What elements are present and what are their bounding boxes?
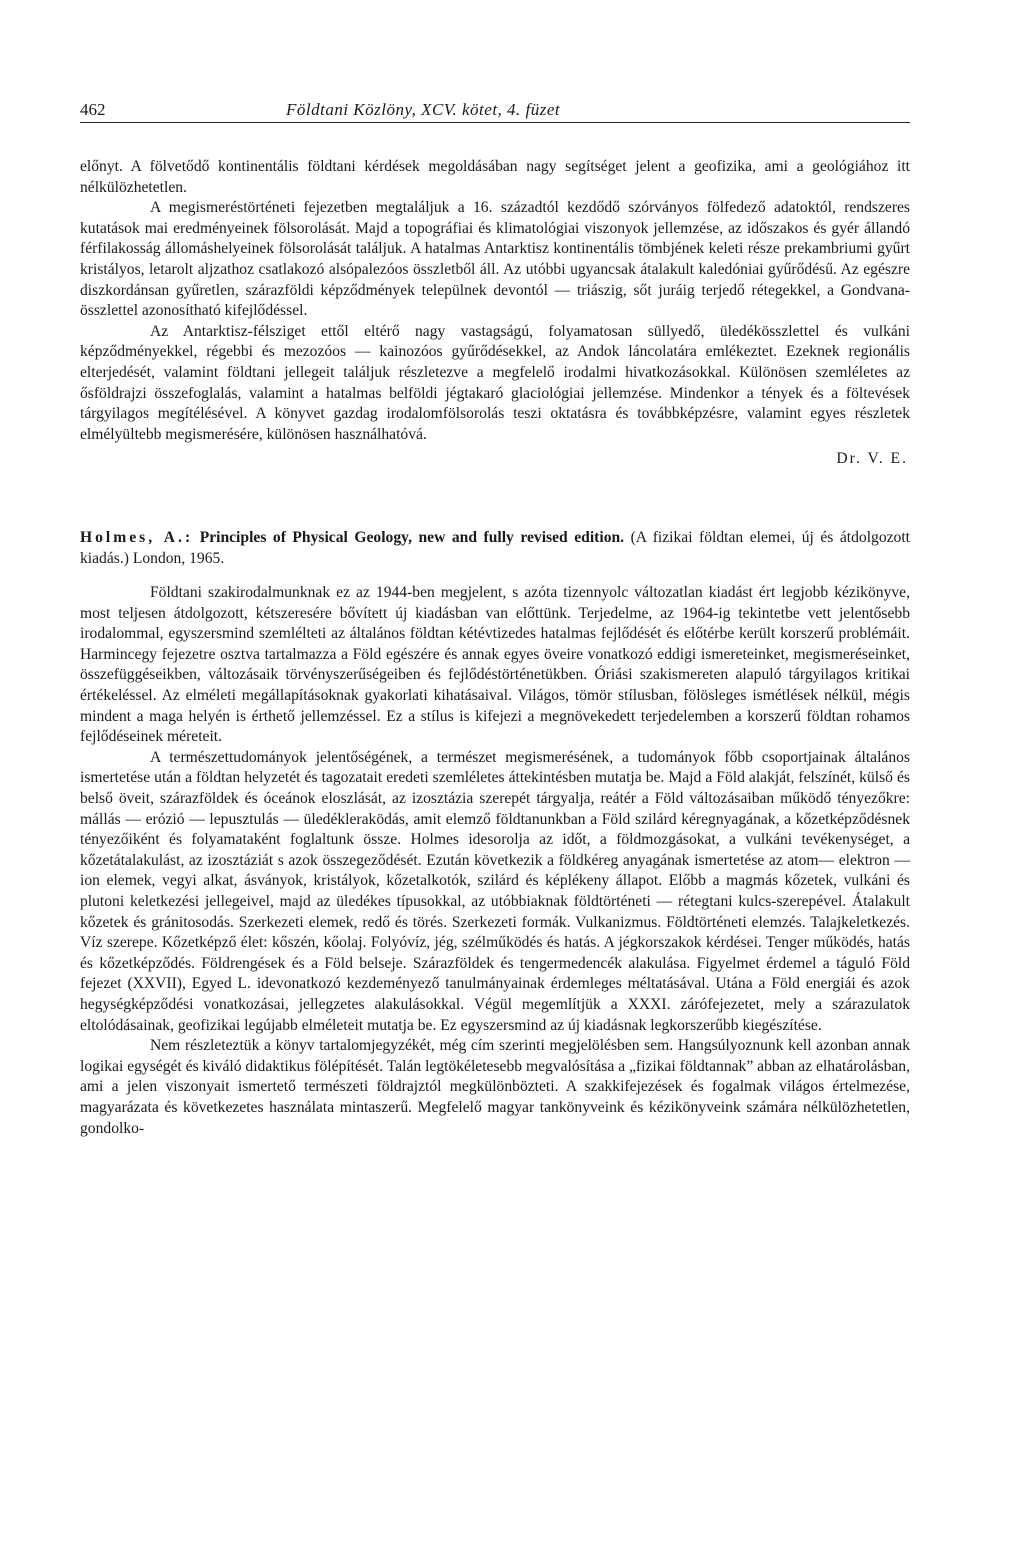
review-antarctica <box>80 157 910 470</box>
journal-title: Földtani Közlöny, XCV. kötet, 4. füzet <box>286 100 561 119</box>
paragraph: Nem részleteztük a könyv tartalomjegyzékét, még cím szerinti megjelölésben sem. Hangsúlyoznunk kell azonban annak logikai egységét és kiváló didaktikus fölépítését. Talán legtökéletesebb megvalósítása a „fizikai földtannak” abban az elhatárolásban, ami a jelen viszonyait ismertető természeti földrajztól megkülönbözteti. A szakkifejezések és fogalmak világos értelmezése, magyarázata és következetes használata mintaszerű. Megfelelő magyar tankönyveink és kézikönyveink számára nélkülözhetetlen, gondolko- <box>80 1037 910 1137</box>
page-number: 462 <box>80 100 106 119</box>
journal-page <box>80 96 910 1139</box>
review-holmes-heading <box>80 528 910 569</box>
book-author: Holmes, A.: <box>80 528 194 546</box>
paragraph: A megismeréstörténeti fejezetben megtaláljuk a 16. századtól kezdődő szórványos fölfedező adatoktól, rendszeres kutatások mai eredményeinek fölsorolását. Majd a topográfiai és klimatológiai viszonyok jellemzése, az időszakos és gyér állandó férfilakosság állomáshelyeinek fölsorolását találjuk. A hatalmas Antarktisz kontinentális tömbjének keleti része prekambriumi gyűrt kristályos, letarolt aljzathoz csatlakozó alsópalezóos összletből áll. Az utóbbi ugyancsak átalakult kaledóniai gyűrődésű. Az egészre diszkordánsan gyűretlen, szárazföldi képződmények települnek devontól — triászig, sőt juráig terjedő rétegekkel, a Gondvana-összlettel azonosítható kifejlődéssel. <box>80 199 910 320</box>
paragraph: A természettudományok jelentőségének, a természet megismerésének, a tudományok főbb csoportjainak általános ismertetése után a földtan helyzetét és tagozatait eredeti szemléletes áttekintésben mutatja be. Majd a Föld alakját, felszínét, külső és belső öveit, szárazföldek és óceánok eloszlását, az izosztázia szerepét tárgyalja, reátér a Föld változásaiban működő tényezőkre: mállás — erózió — lepusztulás — üledékleraködás, amit elemző földtanunkban a Föld szilárd kéregnyagának, a kőzetképződésnek tényezőiként és folyamataként foglaltunk össze. Holmes idesorolja az időt, a földmozgásokat, a vulkáni tevékenységet, a kőzetátalakulást, az izosztáziát s azok összegeződését. Ezután következik a földkéreg anyagának ismertetése az atom— elektron — ion elemek, vegyi alkat, ásványok, kristályok, kőzetalkotók, szilárd és képlékeny állapot. Előbb a magmás kőzetek, vulkáni és plutoni keletkezési jellegeivel, majd az üledékes típusokkal, az utóbbiaknak földtörténeti — rétegtani kulcs-szerepével. Átalakult kőzetek és gránitosodás. Szerkezeti elemek, redő és törés. Szerkezeti formák. Vulkanizmus. Földtörténeti elemzés. Talajkeletkezés. Víz szerepe. Kőzetképző élet: kőszén, kőolaj. Folyóvíz, jég, szélműködés és hatás. A jégkorszakok kérdései. Tenger működés, hatás és kőzetképződés. Földrengések és a Föld belseje. Szárazföldek és tengermedencék alakulása. Figyelmet érdemel a táguló Föld fejezet (XXVII), Egyed L. idevonatkozó kezdeményező tanulmányainak érdemleges méltatásával. Utána a Föld energiái és azok hegységképződési vonatkozásai, jellegzetes alakulásokkal. Végül megemlítjük a XXXI. zárófejezetet, mely a szárazulatok eltolódásainak, geofizikai legújabb elméleteit mutatja be. Ez egyszersmind az új kiadásnak legkorszerűbb kiegészítése. <box>80 748 910 1034</box>
book-translation: (A fizikai földtan elemei, új és átdolgozott kiadás.) London, 1965. <box>80 528 911 567</box>
paragraph: előnyt. A fölvetődő kontinentális földtani kérdések megoldásában nagy segítséget jelent a geofizika, ami a geológiához itt nélkülözhetetlen. <box>80 158 910 196</box>
book-title: Principles of Physical Geology, new and fully revised edition. <box>199 528 625 546</box>
running-header <box>80 96 910 123</box>
reviewer-signature: Dr. V. E. <box>836 450 908 468</box>
review-holmes-body <box>80 583 910 1139</box>
paragraph: Földtani szakirodalmunknak ez az 1944-ben megjelent, s azóta tizennyolc változatlan kiadást ért legjobb kézikönyve, most teljesen átdolgozott, kétszeresére bővített új kiadásban van előttünk. Terjedelme, az 1964-ig tekintetbe vett jelentősebb irodalommal, egyszersmind szemlélteti az általános földtan kétévtizedes hatalmas fejlődését és előtérbe került korszerű problémáit. Harmincegy fejezetre osztva tartalmazza a Föld egészére és annak egyes öveire vonatkozó eddigi ismereteinket, megismeréseinket, összefüggéseikben, változásaik törvényszerűségeiben és fejlődéstörténetükben. Óriási szakismereten alapuló tárgyilagos kritikai értékeléssel. Az elméleti megállapításoknak gyakorlati kihatásaival. Világos, tömör stílusban, fölösleges ismétlések nélkül, mégis mindent a maga helyén is érthető jellemzéssel. Ez a stílus is kifejezi a megnövekedett terjedelemben a korszerű földtan rohamos fejlődéseinek méreteit. <box>80 584 910 746</box>
paragraph: Az Antarktisz-félsziget ettől eltérő nagy vastagságú, folyamatosan süllyedő, üledékösszlettel és vulkáni képződményekkel, régebbi és mezozóos — kainozóos gyűrődésekkel, az Andok láncolatára emlékeztet. Ezeknek regionális elterjedését, valamint földtani jellegeit találjuk részletezve a megfelelő irodalmi hivatkozásokkal. Különösen szemléletes az ősföldrajzi összefoglalás, valamint a hatalmas belföldi jégtakaró glaciológiai jellemzése. Mindenkor a tények és a föltevések tárgyilagos megítélésével. A könyvet gazdag irodalomfölsorolás teszi oktatásra és továbbképzésre, valamint egyes részletek elmélyültebb megismerésére, különösen használhatóvá. <box>80 322 910 443</box>
